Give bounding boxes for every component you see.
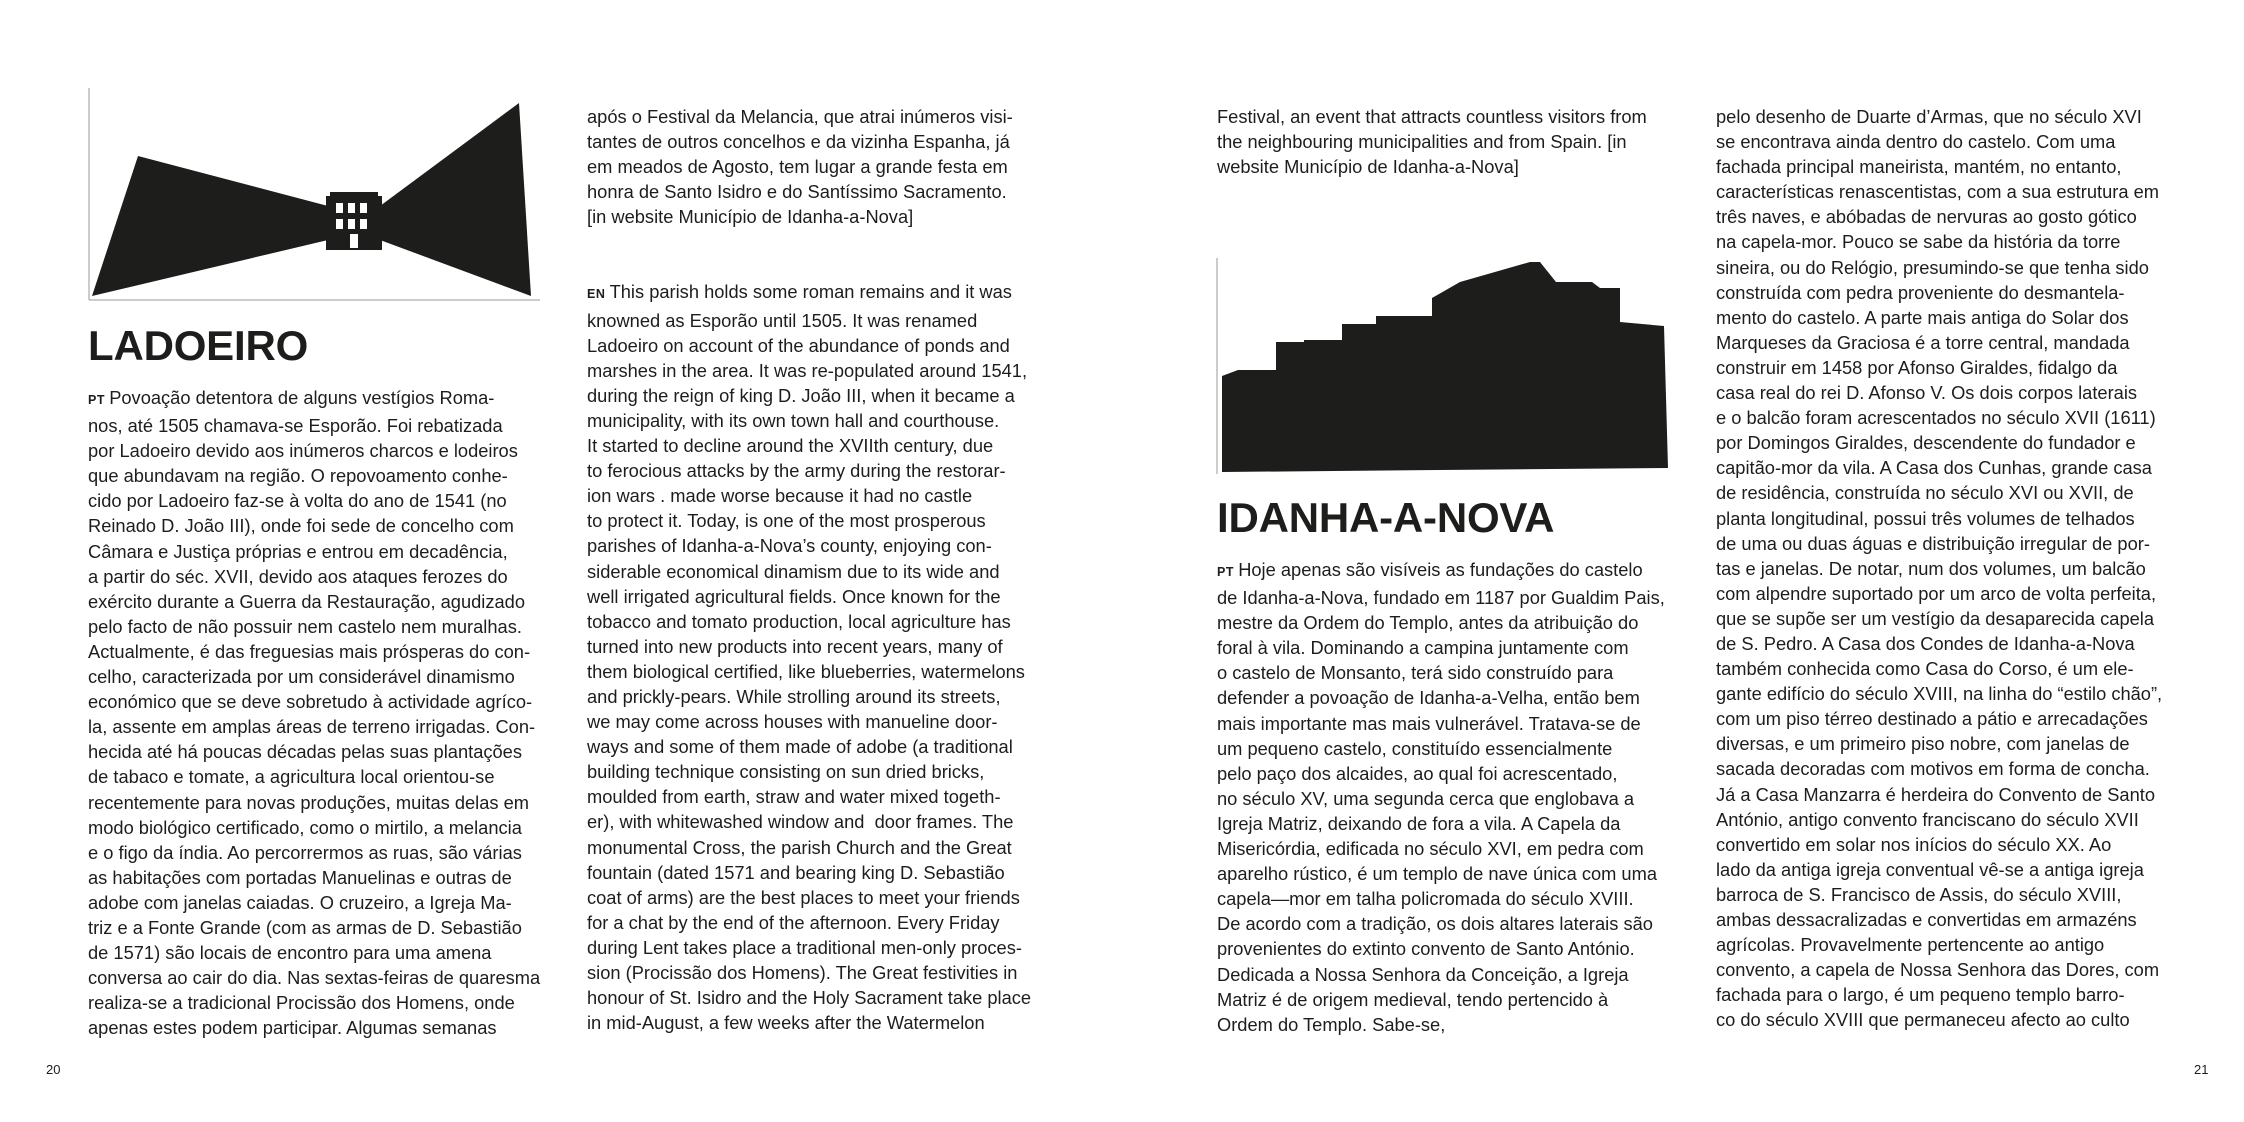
text-line: aparelho rústico, é um templo de nave única com uma xyxy=(1217,863,1657,885)
text-line: co do século XVIII que permaneceu afecto ao culto xyxy=(1716,1009,2130,1031)
text-line: during the reign of king D. João III, when it became a xyxy=(587,384,1015,406)
text-line: siderable economical dinamism due to its wide and xyxy=(587,560,1000,582)
text-line: during Lent takes place a traditional men-only proces- xyxy=(587,936,1022,958)
text-line: e o figo da índia. Ao percorrermos as ruas, são várias xyxy=(88,841,522,863)
text-line: construir em 1458 por Afonso Giraldes, fidalgo da xyxy=(1716,356,2118,378)
text-line: adobe com janelas caiadas. O cruzeiro, a Igreja Ma- xyxy=(88,891,512,913)
text-line: de tabaco e tomate, a agricultura local orientou-se xyxy=(88,766,495,788)
text-line: de 1571) são locais de encontro para uma amena xyxy=(88,942,492,964)
text-line: capitão-mor da vila. A Casa dos Cunhas, grande casa xyxy=(1716,457,2152,479)
text-line: to protect it. Today, is one of the most prosperous xyxy=(587,510,986,532)
text-line: no século XV, uma segunda cerca que englobava a xyxy=(1217,787,1635,809)
text-column-2 xyxy=(587,104,1031,1035)
text-line: de S. Pedro. A Casa dos Condes de Idanha-a-Nova xyxy=(1716,632,2135,654)
text-line: and prickly-pears. While strolling around its streets, xyxy=(587,685,1001,707)
text-line: tantes de outros concelhos e da vizinha Espanha, já xyxy=(587,131,1010,153)
text-line: Marqueses da Graciosa é a torre central, mandada xyxy=(1716,331,2130,353)
text-line: Ordem do Templo. Sabe-se, xyxy=(1217,1013,1446,1035)
text-line: exército durante a Guerra da Restauração, agudizado xyxy=(88,590,525,612)
text-line: Igreja Matriz, deixando de fora a vila. A Capela da xyxy=(1217,812,1621,834)
text-line: ambas dessacralizadas e convertidas em armazéns xyxy=(1716,909,2137,930)
text-line: hecida até há poucas décadas pelas suas plantações xyxy=(88,741,522,763)
text-line: modo biológico certificado, como o mirtilo, a melancia xyxy=(88,816,522,838)
text-line: ways and some of them made of adobe (a traditional xyxy=(587,736,1013,758)
text-line: knowned as Esporão until 1505. It was renamed xyxy=(587,309,978,331)
text-column-3-pt xyxy=(1217,557,1665,1037)
text-line: as habitações com portadas Manuelinas e outras de xyxy=(88,866,512,888)
text-line: honour of St. Isidro and the Holy Sacrament take place xyxy=(587,987,1032,1009)
text-line: Misericórdia, edificada no século XVI, em pedra com xyxy=(1217,838,1644,860)
page-title-idanha-a-nova: IDANHA-A-NOVA xyxy=(1217,494,1555,541)
text-line: o castelo de Monsanto, terá sido construído para xyxy=(1217,662,1614,684)
text-line: building technique consisting on sun dried bricks, xyxy=(587,761,985,783)
text-line: três naves, e abóbadas de nervuras ao gosto gótico xyxy=(1716,206,2137,228)
text-line: um pequeno castelo, constituído essencialmente xyxy=(1217,737,1613,759)
text-line: realiza-se a tradicional Procissão dos Homens, onde xyxy=(88,992,515,1014)
text-line: tobacco and tomato production, local agriculture has xyxy=(587,610,1011,632)
text-line: them biological certified, like blueberries, watermelons xyxy=(587,660,1025,682)
text-line: mais importante mas mais vulnerável. Tratava-se de xyxy=(1217,712,1641,734)
text-line: de uma ou duas águas e distribuição irregular de por- xyxy=(1716,532,2150,554)
text-line: celho, caracterizada por um considerável dinamismo xyxy=(88,666,515,688)
text-line: fachada para o largo, é um pequeno templo barro- xyxy=(1716,984,2125,1006)
text-line: Matriz é de origem medieval, tendo pertencido à xyxy=(1217,988,1609,1010)
text-line: construída com pedra proveniente do desmantela- xyxy=(1716,281,2125,303)
text-line: planta longitudinal, possui três volumes de telhados xyxy=(1716,507,2135,529)
text-line: nos, até 1505 chamava-se Esporão. Foi rebatizada xyxy=(88,415,503,437)
text-line: convento, a capela de Nossa Senhora das Dores, com xyxy=(1716,959,2160,981)
text-line: Dedicada a Nossa Senhora da Conceição, a Igreja xyxy=(1217,963,1629,985)
text-line: provenientes do extinto convento de Santo António. xyxy=(1217,938,1635,960)
bow-tie-silhouette-icon xyxy=(88,88,540,304)
text-line: to ferocious attacks by the army during the restorar- xyxy=(587,460,1006,482)
text-line: PT Hoje apenas são visíveis as fundações do castelo xyxy=(1217,559,1643,580)
text-line: Actualmente, é das freguesias mais prósperas do con- xyxy=(88,640,531,662)
text-line: a partir do séc. XVII, devido aos ataques ferozes do xyxy=(88,565,508,587)
page-number-left: 20 xyxy=(46,1062,61,1077)
language-tag: PT xyxy=(1217,565,1235,579)
text-line: well irrigated agricultural fields. Once known for the xyxy=(587,585,1001,607)
text-line: em meados de Agosto, tem lugar a grande festa em xyxy=(587,156,1008,178)
text-line: se encontrava ainda dentro do castelo. Com uma xyxy=(1716,131,2116,153)
text-line: la, assente em amplas áreas de terreno irrigadas. Con- xyxy=(88,716,536,738)
page-number-right: 21 xyxy=(2194,1062,2209,1077)
text-line: António, antigo convento franciscano do século XVII xyxy=(1716,808,2139,830)
text-line: recentemente para novas produções, muitas delas em xyxy=(88,791,530,813)
text-line: por Ladoeiro devido aos inúmeros charcos e lodeiros xyxy=(88,440,518,462)
text-line: pelo facto de não possuir nem castelo nem muralhas. xyxy=(88,615,522,637)
text-line: mestre da Ordem do Templo, antes da atribuição do xyxy=(1217,612,1639,634)
text-line: foral à vila. Dominando a campina juntamente com xyxy=(1217,637,1629,659)
text-line: que abundavam na região. O repovoamento conhe- xyxy=(88,465,508,487)
text-line: defender a povoação de Idanha-a-Velha, então bem xyxy=(1217,687,1640,709)
text-line: económico que se deve sobretudo à actividade agríco- xyxy=(88,691,533,713)
text-line: for a chat by the end of the afternoon. Every Friday xyxy=(587,911,1000,933)
text-line: sineira, ou do Relógio, presumindo-se que tenha sido xyxy=(1716,256,2149,278)
text-line: que se supõe ser um vestígio da desaparecida capela xyxy=(1716,607,2155,629)
text-line: diversas, e um primeiro piso nobre, com janelas de xyxy=(1716,733,2130,755)
text-line: e o balcão foram acrescentados no século XVII (1611) xyxy=(1716,407,2156,429)
text-line: Câmara e Justiça próprias e entrou em decadência, xyxy=(88,540,508,562)
text-line: Reinado D. João III), onde foi sede de concelho com xyxy=(88,515,514,537)
text-line: barroca de S. Francisco de Assis, do século XVIII, xyxy=(1716,883,2122,905)
page-title-ladoeiro: LADOEIRO xyxy=(88,322,309,369)
text-line: the neighbouring municipalities and from Spain. [in xyxy=(1217,131,1627,153)
text-line: também conhecida como Casa do Corso, é um ele- xyxy=(1716,658,2134,680)
text-line: mento do castelo. A parte mais antiga do Solar dos xyxy=(1716,306,2129,328)
text-line: fountain (dated 1571 and bearing king D. Sebastião xyxy=(587,861,1005,883)
text-line: we may come across houses with manueline door- xyxy=(587,711,998,733)
text-line: EN This parish holds some roman remains and it was xyxy=(587,281,1012,303)
language-tag: EN xyxy=(587,287,606,302)
text-line: monumental Cross, the parish Church and the Great xyxy=(587,836,1012,858)
text-line: parishes of Idanha-a-Nova’s county, enjoying con- xyxy=(587,535,992,557)
text-line: sacada decoradas com motivos em forma de concha. xyxy=(1716,758,2150,780)
text-line: PT Povoação detentora de alguns vestígios Roma- xyxy=(88,387,495,408)
text-line: apenas estes podem participar. Algumas semanas xyxy=(88,1017,497,1039)
text-line: de Idanha-a-Nova, fundado em 1187 por Gualdim Pais, xyxy=(1217,587,1665,609)
text-line: agrícolas. Provavelmente pertencente ao antigo xyxy=(1716,934,2105,956)
text-line: com alpendre suportado por um arco de volta perfeita, xyxy=(1716,582,2157,604)
text-line: Já a Casa Manzarra é herdeira do Convento de Santo xyxy=(1716,783,2156,805)
text-line: pelo paço dos alcaides, ao qual foi acrescentado, xyxy=(1217,762,1618,784)
text-line: com um piso térreo destinado a pátio e arrecadações xyxy=(1716,708,2148,730)
text-line: Ladoeiro on account of the abundance of ponds and xyxy=(587,334,1010,356)
text-line: moulded from earth, straw and water mixed togeth- xyxy=(587,786,1001,808)
text-line: sion (Procissão dos Homens). The Great festivities in xyxy=(587,962,1018,983)
text-line: características renascentistas, com a sua estrutura em xyxy=(1716,181,2159,203)
text-line: na capela-mor. Pouco se sabe da história da torre xyxy=(1716,231,2121,253)
text-line: municipality, with its own town hall and courthouse. xyxy=(587,409,1000,431)
text-line: er), with whitewashed window and door frames. The xyxy=(587,811,1014,833)
text-line: triz e a Fonte Grande (com as armas de D. Sebastião xyxy=(88,916,522,938)
text-line: por Domingos Giraldes, descendente do fundador e xyxy=(1716,432,2136,454)
text-line: coat of arms) are the best places to meet your friends xyxy=(587,886,1020,908)
text-line: ion wars . made worse because it had no castle xyxy=(587,485,973,507)
text-line: Festival, an event that attracts countless visitors from xyxy=(1217,106,1647,127)
text-line: gante edifício do século XVIII, na linha do “estilo chão”, xyxy=(1716,683,2163,705)
text-line: in mid-August, a few weeks after the Watermelon xyxy=(587,1012,985,1034)
text-line: pelo desenho de Duarte d’Armas, que no século XVI xyxy=(1716,106,2142,127)
text-line: tas e janelas. De notar, num dos volumes, um balcão xyxy=(1716,557,2146,579)
text-line: turned into new products into recent years, many of xyxy=(587,635,1003,657)
text-line: It started to decline around the XVIIth century, due xyxy=(587,435,994,457)
text-line: de residência, construída no século XVI ou XVII, de xyxy=(1716,482,2134,504)
text-line: website Município de Idanha-a-Nova] xyxy=(1217,156,1519,178)
text-line: honra de Santo Isidro e do Santíssimo Sacramento. xyxy=(587,181,1007,203)
castle-silhouette-icon xyxy=(1216,258,1668,476)
text-column-1 xyxy=(88,385,540,1040)
text-line: após o Festival da Melancia, que atrai inúmeros visi- xyxy=(587,106,1013,127)
text-line: cido por Ladoeiro faz-se à volta do ano de 1541 (no xyxy=(88,490,507,512)
text-line: casa real do rei D. Afonso V. Os dois corpos laterais xyxy=(1716,382,2138,404)
text-line: fachada principal maneirista, mantém, no entanto, xyxy=(1716,156,2122,178)
text-column-4 xyxy=(1716,104,2162,1032)
text-column-3 xyxy=(1217,104,1647,179)
text-line: lado da antiga igreja conventual vê-se a antiga igreja xyxy=(1716,858,2144,880)
language-tag: PT xyxy=(88,393,106,407)
text-line: convertido em solar nos inícios do século XX. Ao xyxy=(1716,833,2112,855)
text-line: De acordo com a tradição, os dois altares laterais são xyxy=(1217,913,1653,935)
text-line: capela—mor em talha policromada do século XVIII. xyxy=(1217,888,1634,910)
text-line: conversa ao cair do dia. Nas sextas-feiras de quaresma xyxy=(88,967,541,989)
text-line: [in website Município de Idanha-a-Nova] xyxy=(587,206,914,228)
text-line: marshes in the area. It was re-populated around 1541, xyxy=(587,359,1028,381)
